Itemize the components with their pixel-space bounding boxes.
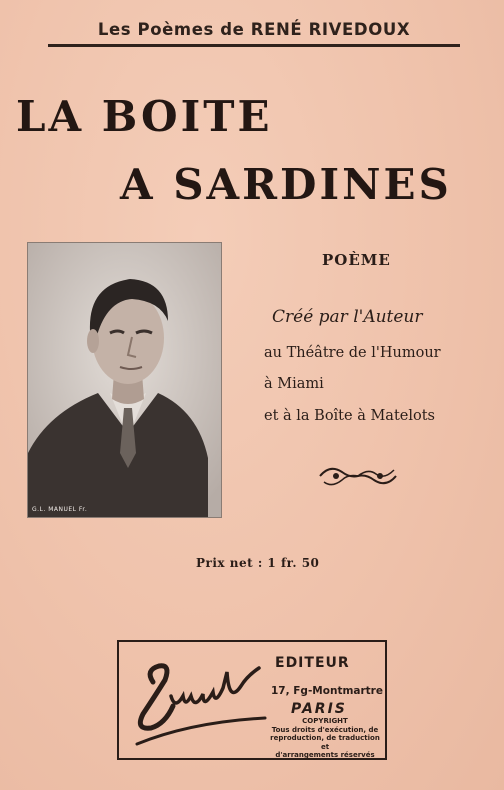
copyright-line: COPYRIGHT: [302, 717, 348, 725]
ornament-icon: [316, 462, 400, 490]
publisher-address: 17, Fg-Montmartre: [271, 685, 383, 697]
venue-line-1: au Théâtre de l'Humour: [264, 345, 441, 361]
venue-line-3: et à la Boîte à Matelots: [264, 408, 435, 424]
author-portrait: [27, 242, 222, 518]
genre-label: POÈME: [322, 251, 391, 269]
publisher-box: [117, 640, 387, 760]
venue-line-2: à Miami: [264, 376, 324, 392]
copyright-line: reproduction, de traduction et: [270, 734, 380, 751]
publisher-city: PARIS: [291, 701, 347, 717]
title-line-1: LA BOITE: [16, 92, 273, 141]
created-by-line: Créé par l'Auteur: [272, 307, 423, 327]
title-line-2: A SARDINES: [120, 160, 452, 209]
copyright-line: d'arrangements réservés: [275, 751, 375, 759]
portrait-image: [28, 243, 221, 517]
publisher-signature: [131, 652, 271, 752]
publisher-role: EDITEUR: [275, 655, 350, 671]
photo-credit: G.L. MANUEL Fr.: [32, 506, 88, 513]
copyright-line: Tous droits d'exécution, de: [271, 725, 379, 734]
series-header: Les Poèmes de RENÉ RIVEDOUX: [97, 20, 411, 39]
price-label: Prix net : 1 fr. 50: [196, 556, 320, 570]
signature-logo: [131, 652, 271, 748]
header-rule: [48, 44, 460, 47]
copyright-notice: [269, 717, 381, 760]
